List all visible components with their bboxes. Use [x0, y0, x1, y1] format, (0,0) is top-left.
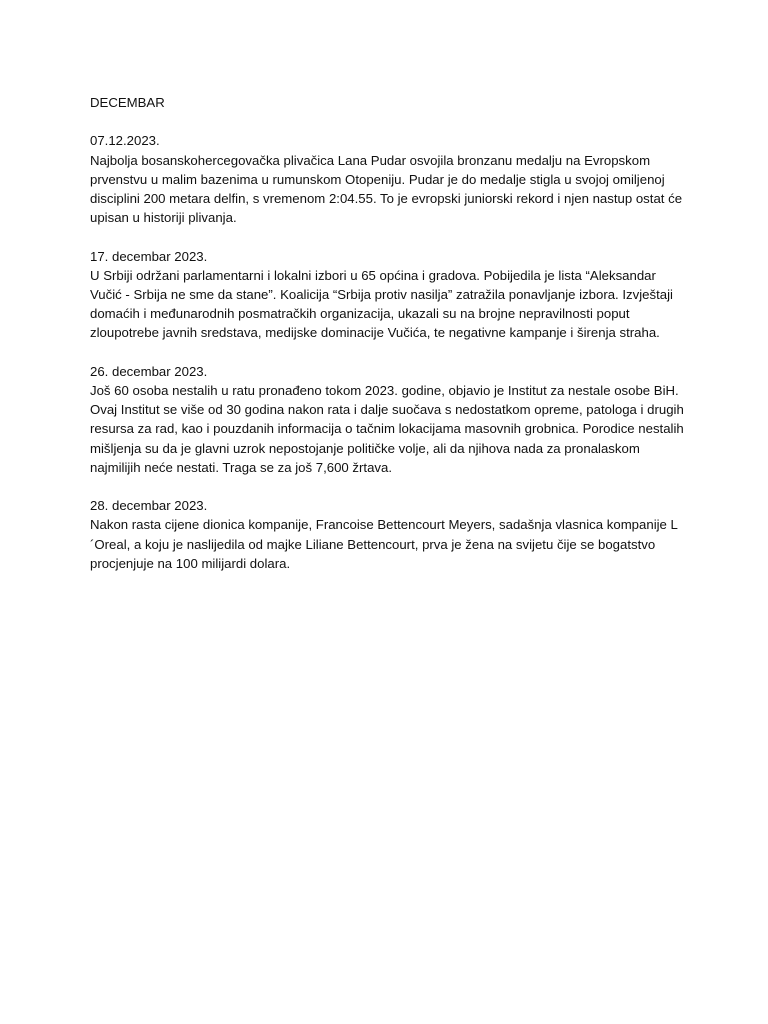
- month-heading: DECEMBAR: [90, 95, 165, 110]
- entry-text: Nakon rasta cijene dionica kompanije, Francoise Bettencourt Meyers, sadašnja vlasnica kompanije L´Oreal, a koju je naslijedila od majke Liliane Bettencourt, prva je žena na svijetu čije se bogatstvo procjenjuje na 100 milijardi dolara.: [90, 517, 678, 571]
- entry-date: 28. decembar 2023.: [90, 498, 208, 514]
- entry-text: Još 60 osoba nestalih u ratu pronađeno tokom 2023. godine, objavio je Institut za nestale osobe BiH. Ovaj Institut se više od 30 godina nakon rata i dalje suočava s nedostatkom opreme, patologa i drugih resursa za rad, kao i pouzdanih informacija o tačnim lokacijama masovnih grobnica. Porodice nestalih mišljenja su da je glavni uzrok nepostojanje političke volje, ali da njihova nada za pronalaskom najmilijih neće nestati. Traga se za još 7,600 žrtava.: [90, 383, 684, 475]
- news-entry: [90, 362, 708, 477]
- news-entry: [90, 247, 708, 343]
- entry-text: Najbolja bosanskohercegovačka plivačica Lana Pudar osvojila bronzanu medalju na Evropskom prvenstvu u malim bazenima u rumunskom Otopeniju. Pudar je do medalje stigla u svojoj omiljenoj disciplini 200 metara delfin, s vremenom 2:04.55. To je evropski juniorski rekord i njen nastup ostat će upisan u historiji plivanja.: [90, 152, 683, 226]
- entry-date: 07.12.2023.: [90, 133, 160, 149]
- entry-date: 26. decembar 2023.: [90, 363, 208, 379]
- entry-date: 17. decembar 2023.: [90, 248, 208, 264]
- news-entry: [90, 496, 708, 573]
- entry-text: U Srbiji održani parlamentarni i lokalni izbori u 65 općina i gradova. Pobijedila je lista “Aleksandar Vučić - Srbija ne sme da stane”. Koalicija “Srbija protiv nasilja” zatražila ponavljanje izbora. Izvještaji domaćih i međunarodnih posmatračkih organizacija, ukazali su na brojne nepravilnosti poput zloupotrebe javnih sredstava, medijske dominacije Vučića, te negativne kampanje i širenja straha.: [90, 267, 673, 341]
- news-entry: [90, 131, 708, 227]
